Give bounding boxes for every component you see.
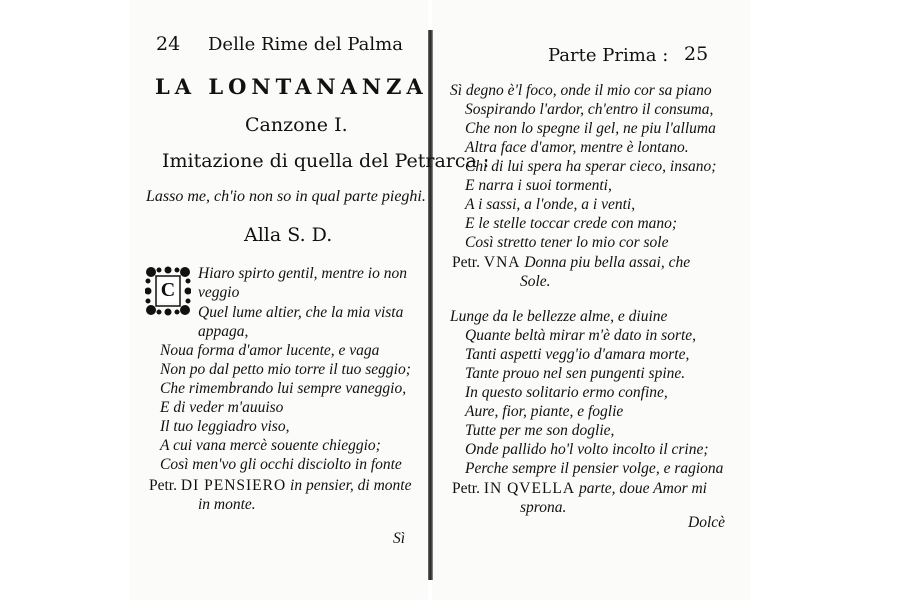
verse-line: Lunge da le bellezze alme, e diuine — [450, 308, 668, 325]
petrarch-citation — [149, 477, 411, 495]
poem-subtitle: Canzone I. — [245, 114, 348, 136]
verse-line: Quante beltà mirar m'è dato in sorte, — [465, 327, 697, 344]
verse-line: veggio — [198, 284, 240, 301]
right-catchword: Dolcè — [688, 514, 726, 531]
petr-continuation: sprona. — [520, 499, 567, 516]
verse-line: Il tuo leggiadro viso, — [160, 418, 290, 435]
verse-line: E narra i suoi tormenti, — [465, 177, 612, 194]
verse-line: E le stelle toccar crede con mano; — [465, 215, 678, 232]
verse-line: Hiaro spirto gentil, mentre io non — [198, 265, 407, 282]
petr-continuation: in monte. — [198, 496, 256, 513]
verse-line: Sospirando l'ardor, ch'entro il consuma, — [465, 101, 714, 118]
petrarch-citation — [452, 480, 707, 498]
verse-line: Onde pallido ho'l volto incolto il crine; — [465, 441, 709, 458]
poem-title: LA LONTANANZA — [155, 74, 428, 99]
epigraph-line: Lasso me, ch'io non so in qual parte pieghi. — [146, 188, 426, 205]
petr-caps: VNA — [483, 254, 521, 271]
verse-line: A cui vana mercè souente chieggio; — [160, 437, 381, 454]
drop-cap-letter: C — [158, 278, 178, 302]
verse-line: A i sassi, a l'onde, a i venti, — [465, 196, 636, 213]
verse-line: Che rimembrando lui sempre vaneggio, — [160, 380, 407, 397]
imitation-heading: Imitazione di quella del Petrarca : — [162, 150, 490, 172]
verse-line: Quel lume altier, che la mia vista — [198, 304, 404, 321]
petr-continuation: Sole. — [520, 273, 551, 290]
verse-line: Tante prouo nel sen pungenti spine. — [465, 365, 686, 382]
verse-line: Perche sempre il pensier volge, e ragiona — [465, 460, 724, 477]
petr-caps: DI PENSIERO — [180, 477, 287, 494]
verse-line: Tanti aspetti vegg'io d'amara morte, — [465, 346, 690, 363]
verse-line: Che non lo spegne il gel, ne piu l'alluma — [465, 120, 716, 137]
right-running-head: Parte Prima : — [548, 45, 669, 66]
petr-rest: parte, doue Amor mi — [578, 480, 707, 497]
verse-line: Tutte per me son doglie, — [465, 422, 615, 439]
petr-prefix: Petr. — [452, 480, 480, 497]
verse-line: Sì degno è'l foco, onde il mio cor sa piano — [450, 82, 712, 99]
left-running-head: Delle Rime del Palma — [208, 34, 403, 55]
petrarch-citation — [452, 254, 690, 272]
petr-rest: Donna piu bella assai, che — [524, 254, 691, 271]
verse-line: E di veder m'auuiso — [160, 399, 284, 416]
verse-line: In questo solitario ermo confine, — [465, 384, 668, 401]
right-page-number: 25 — [684, 43, 709, 65]
petr-prefix: Petr. — [149, 477, 177, 494]
ornamental-drop-cap — [145, 266, 191, 316]
verse-line: Non po dal petto mio torre il tuo seggio; — [160, 361, 411, 378]
petr-caps: IN QVELLA — [483, 480, 576, 497]
verse-line: Noua forma d'amor lucente, e vaga — [160, 342, 380, 359]
verse-line: Così men'vo gli occhi disciolto in fonte — [160, 456, 402, 473]
left-catchword: Sì — [393, 530, 406, 547]
left-page-number: 24 — [156, 33, 181, 55]
verse-line: Chi di lui spera ha sperar cieco, insano; — [465, 158, 717, 175]
book-gutter — [428, 30, 433, 580]
petr-prefix: Petr. — [452, 254, 480, 271]
verse-line: Altra face d'amor, mentre è lontano. — [465, 139, 689, 156]
verse-line: Così stretto tener lo mio cor sole — [465, 234, 669, 251]
verse-line: Aure, fior, piante, e foglie — [465, 403, 624, 420]
verse-line: appaga, — [198, 323, 249, 340]
petr-rest: in pensier, di monte — [290, 477, 412, 494]
dedication: Alla S. D. — [244, 224, 333, 246]
